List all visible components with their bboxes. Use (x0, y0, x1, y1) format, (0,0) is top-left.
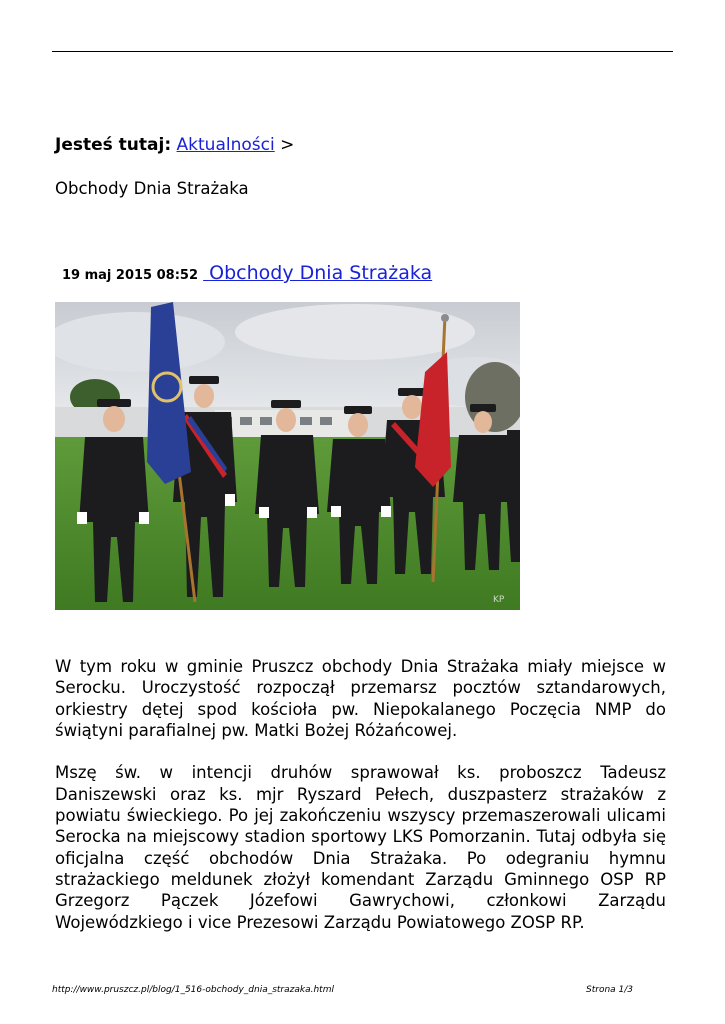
article-title-link[interactable] (203, 262, 432, 284)
breadcrumb-separator: > (280, 135, 295, 155)
article-photo (55, 302, 520, 610)
svg-text:KP: KP (493, 595, 505, 605)
breadcrumb-link-aktualnosci[interactable]: Aktualności (176, 135, 275, 155)
article-date: 19 maj 2015 08:52 (62, 268, 199, 283)
article-title-text: Obchody Dnia Strażaka (209, 262, 433, 284)
footer-url: http://www.pruszcz.pl/blog/1_516-obchody_dnia_strazaka.html (52, 985, 334, 995)
current-page-title: Obchody Dnia Strażaka (55, 179, 249, 198)
article-paragraph-1: W tym roku w gminie Pruszcz obchody Dnia Strażaka miały miejsce w Serocku. Uroczystość rozpoczął przemarsz pocztów sztandarowych, orkiestry dętej spod kościoła pw. Niepokalanego Poczęcia NMP do świątyni parafialnej pw. Matki Bożej Różańcowej. (55, 657, 666, 740)
article-body (55, 656, 666, 954)
top-rule (52, 51, 673, 52)
footer-page-number: Strona 1/3 (586, 985, 634, 995)
breadcrumb-label: Jesteś tutaj: (55, 135, 172, 155)
breadcrumb (55, 135, 294, 155)
article-meta (62, 262, 432, 284)
article-paragraph-2: Mszę św. w intencji druhów sprawował ks. proboszcz Tadeusz Daniszewski oraz ks. mjr Ryszard Pełech, duszpasterz strażaków z powiatu świeckiego. Po jej zakończeniu wszyscy przemaszerowali ulicami Serocka na miejscowy stadion sportowy LKS Pomorzanin. Tutaj odbyła się oficjalna część obchodów Dnia Strażaka. Po odegraniu hymnu strażackiego meldunek złożył komendant Zarządu Gminnego OSP RP Grzegorz Pączek Józefowi Gawrychowi, członkowi Zarządu Wojewódzkiego i vice Prezesowi Zarządu Powiatowego ZOSP RP. (55, 763, 666, 932)
